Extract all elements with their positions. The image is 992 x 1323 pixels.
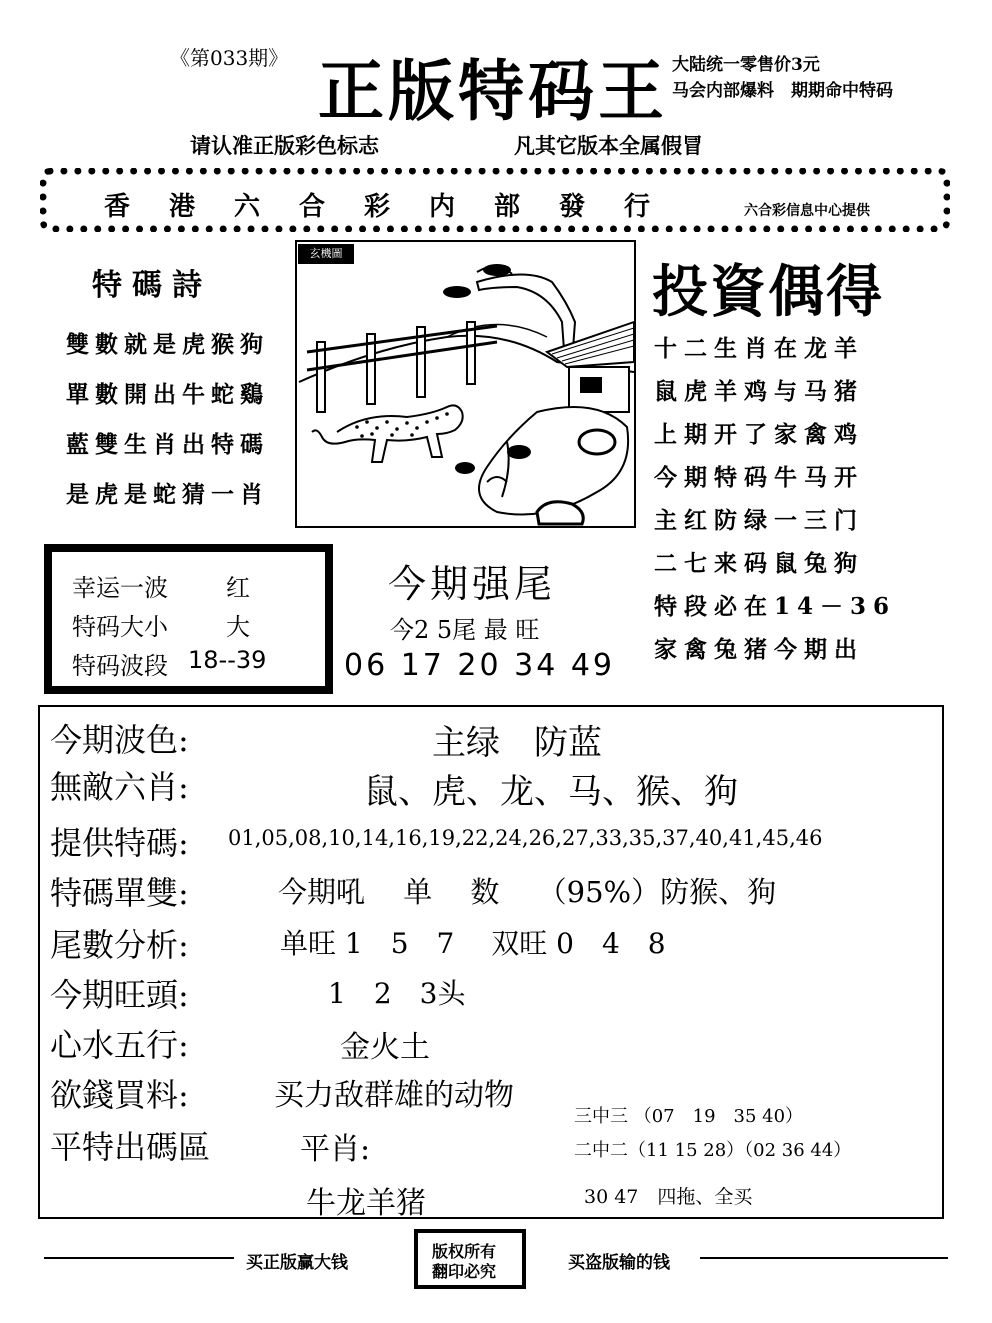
- invest-line: 十二生肖在龙羊: [654, 335, 864, 362]
- four-drag: 30 47 四拖、全买: [584, 1186, 753, 1208]
- tail-title: 今期强尾: [388, 562, 557, 606]
- riddle-illustration: [297, 242, 634, 526]
- footer-divider: [44, 1257, 234, 1259]
- invest-line: 特段必在14－36: [654, 593, 897, 620]
- invest-line: 二七来码鼠兔狗: [654, 550, 864, 577]
- flat-zodiac-label: 平肖:: [300, 1132, 371, 1167]
- footer-divider: [700, 1257, 948, 1259]
- six-zodiac-value: 鼠、虎、龙、马、猴、狗: [364, 772, 738, 812]
- odd-even-label: 特碼單雙:: [50, 874, 189, 912]
- invest-line: 主红防绿一三门: [654, 507, 864, 534]
- price-note: 大陆统一零售价3元: [672, 55, 820, 75]
- tail-hot: 今2 5尾 最 旺: [390, 616, 540, 644]
- footer-left-text: 买正版赢大钱: [246, 1253, 348, 1273]
- page-title: 正版特码王: [318, 52, 668, 130]
- footer-right-text: 买盗版输的钱: [568, 1253, 670, 1273]
- riddle-picture: [295, 240, 636, 528]
- invest-title: 投資偶得: [652, 259, 884, 325]
- copyright-line-1: 版权所有: [432, 1242, 497, 1261]
- issue-number: 《第033期》: [170, 46, 289, 70]
- copyright-line-2: 翻印必究: [432, 1262, 497, 1281]
- lucky-size-label: 特码大小: [72, 613, 168, 641]
- six-zodiac-label: 無敵六肖:: [50, 768, 189, 806]
- poem-line: 雙數就是虎猴狗: [66, 331, 269, 358]
- tail-numbers: 06 17 20 34 49: [344, 648, 616, 683]
- lucky-wave-label: 幸运一波: [72, 574, 168, 602]
- three-hit: 三中三 （07 19 35 40）: [574, 1106, 804, 1127]
- head-value: 1 2 3头: [328, 977, 466, 1010]
- invest-line: 家禽兔猪今期出: [654, 636, 864, 663]
- invest-line: 鼠虎羊鸡与马猪: [654, 378, 864, 405]
- lucky-size-value: 大: [226, 613, 250, 641]
- wuxing-label: 心水五行:: [50, 1026, 189, 1064]
- color-label: 今期波色:: [50, 721, 189, 759]
- lucky-wave-value: 红: [226, 574, 250, 602]
- flat-label: 平特出碼區: [50, 1128, 211, 1166]
- wuxing-value: 金火土: [340, 1030, 430, 1065]
- odd-even-value: 今期吼 单 数 （95%）防猴、狗: [278, 875, 777, 909]
- tail-analysis-value: 单旺 1 5 7 双旺 0 4 8: [280, 927, 666, 960]
- notice-left: 请认准正版彩色标志: [190, 133, 379, 158]
- picture-label: 玄機圖: [298, 244, 354, 264]
- buy-label: 欲錢買料:: [50, 1076, 189, 1114]
- two-hit: 二中二（11 15 28）（02 36 44）: [574, 1140, 852, 1161]
- banner-sub-text: 六合彩信息中心提供: [744, 203, 870, 219]
- poem-line: 藍雙生肖出特碼: [66, 431, 269, 458]
- poem-line: 是虎是蛇猜一肖: [66, 481, 269, 508]
- lucky-range-value: 18--39: [188, 646, 267, 674]
- head-label: 今期旺頭:: [50, 976, 189, 1014]
- banner-main-text: 香港六合彩内部發行: [104, 192, 690, 222]
- poem-title: 特碼詩: [92, 268, 212, 303]
- provide-label: 提供特碼:: [50, 824, 189, 862]
- invest-line: 上期开了家禽鸡: [654, 421, 864, 448]
- color-value: 主绿 防蓝: [432, 723, 602, 763]
- invest-line: 今期特码牛马开: [654, 464, 864, 491]
- provide-value: 01,05,08,10,14,16,19,22,24,26,27,33,35,37,40,41,45,46: [228, 826, 823, 850]
- inside-note: 马会内部爆料 期期命中特码: [672, 81, 893, 101]
- flat-zodiac-value: 牛龙羊猪: [306, 1186, 426, 1221]
- tail-analysis-label: 尾數分析:: [50, 926, 189, 964]
- notice-right: 凡其它版本全属假冒: [514, 133, 703, 158]
- buy-value: 买力敌群雄的动物: [274, 1078, 514, 1113]
- poem-line: 單數開出牛蛇鷄: [66, 381, 269, 408]
- lucky-range-label: 特码波段: [72, 652, 168, 680]
